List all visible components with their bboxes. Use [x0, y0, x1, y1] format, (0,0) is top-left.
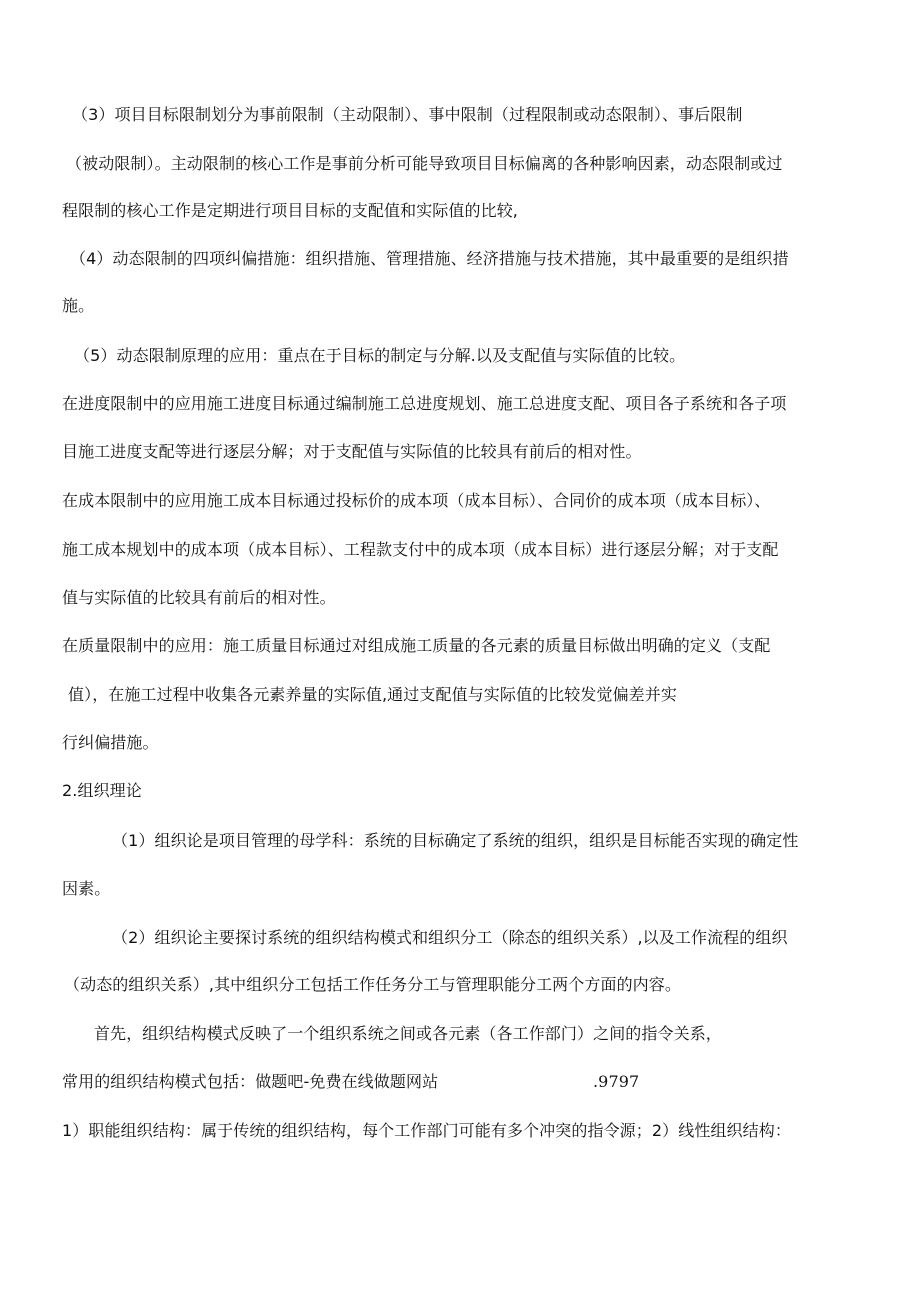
text-line-1: （3）项目目标限制划分为事前限制（主动限制）、事中限制（过程限制或动态限制）、事后限制 [72, 105, 743, 124]
text-line-2: （被动限制）。主动限制的核心工作是事前分析可能导致项目目标偏离的各种影响因素，动态限制或过 [66, 154, 783, 173]
text-line-18: （2）组织论主要探讨系统的组织结构模式和组织分工（除态的组织关系）,以及工作流程的组织 [112, 928, 788, 947]
text-line-7: 在进度限制中的应用施工进度目标通过编制施工总进度规划、施工总进度支配、项目各子系统和各子项 [62, 394, 787, 413]
section-heading: 2.组织理论 [62, 781, 142, 800]
text-line-8: 目施工进度支配等进行逐层分解；对于支配值与实际值的比较具有前后的相对性。 [62, 442, 642, 461]
text-line-20: 首先，组织结构模式反映了一个组织系统之间或各元素（各工作部门）之间的指令关系， [94, 1024, 722, 1043]
text-line-12: 在质量限制中的应用：施工质量目标通过对组成施工质量的各元素的质量目标做出明确的定义（支配 [62, 636, 771, 655]
page-number: .9797 [593, 1072, 640, 1091]
text-line-9: 在成本限制中的应用施工成本目标通过投标价的成本项（成本目标）、合同价的成本项（成本目标）、 [62, 491, 771, 510]
text-line-13: 值），在施工过程中收集各元素养量的实际值,通过支配值与实际值的比较发觉偏差并实 [68, 685, 677, 704]
text-line-6: （5）动态限制原理的应用：重点在于目标的制定与分解.以及支配值与实际值的比较。 [74, 346, 686, 365]
text-line-16: （1）组织论是项目管理的母学科：系统的目标确定了系统的组织，组织是目标能否实现的确定性 [112, 831, 799, 850]
text-line-11: 值与实际值的比较具有前后的相对性。 [62, 588, 336, 607]
text-line-10: 施工成本规划中的成本项（成本目标）、工程款支付中的成本项（成本目标）进行逐层分解；对于支配 [62, 540, 779, 559]
text-line-17: 因素。 [62, 879, 111, 898]
text-line-3: 程限制的核心工作是定期进行项目目标的支配值和实际值的比较, [62, 201, 518, 220]
text-line-22: 1）职能组织结构：属于传统的组织结构，每个工作部门可能有多个冲突的指令源；2）线性组织结构： [62, 1121, 791, 1140]
text-line-4: （4）动态限制的四项纠偏措施：组织措施、管理措施、经济措施与技术措施，其中最重要的是组织措 [70, 249, 789, 268]
text-line-21: 常用的组织结构模式包括：做题吧-免费在线做题网站 [62, 1072, 439, 1091]
text-line-5: 施。 [62, 296, 95, 315]
text-line-19: （动态的组织关系）,其中组织分工包括工作任务分工与管理职能分工两个方面的内容。 [64, 975, 681, 994]
text-line-14: 行纠偏措施。 [62, 733, 159, 752]
